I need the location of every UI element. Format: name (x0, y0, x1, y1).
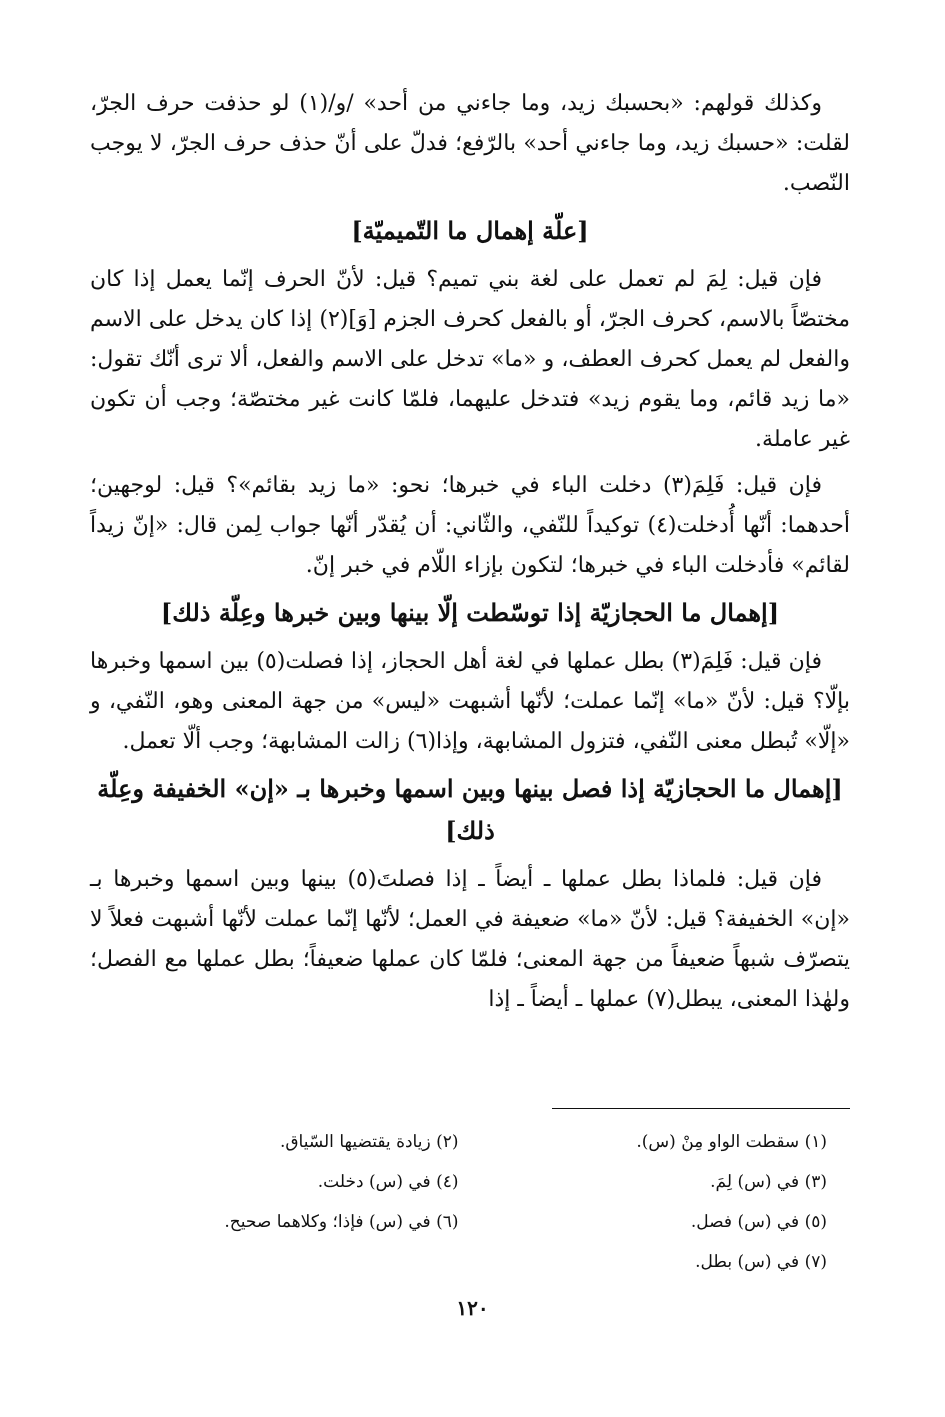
footnote-1: (١) سقطت الواو مِنْ (س). (636, 1132, 827, 1152)
section-heading-tamimi: [علّة إهمال ما التّميميّة] (351, 216, 589, 245)
footnote-4: (٤) في (س) دخلت. (317, 1172, 459, 1192)
section-heading-hijazi-illa: [إهمال ما الحجازيّة إذا توسّطت إلّا بينها وبين خبرها وعِلّة ذلك] (160, 598, 780, 627)
footnote-2: (٢) زيادة يقتضيها السّياق. (279, 1132, 459, 1152)
footnote-6: (٦) في (س) فإذا؛ وكلاهما صحيح. (224, 1212, 459, 1232)
page-number: ١٢٠ (456, 1296, 489, 1320)
footnote-5: (٥) في (س) فصل. (690, 1212, 827, 1232)
footnote-divider (552, 1108, 850, 1109)
paragraph-3: فإن قيل: فَلِمَ(٣) دخلت الباء في خبرها؛ نحو: «ما زيد بقائم»؟ قيل: لوجهين؛ أحدهما: أنّها أُدخلت(٤) توكيداً للنّفي، والثّاني: أن يُقدّر أنّها جواب لِمن قال: «إنّ زيداً لقائم» فأدخلت الباء في خبرها؛ لتكون بإزاء اللّام في خبر إنّ. (90, 473, 851, 578)
paragraph-2: فإن قيل: لِمَ لم تعمل على لغة بني تميم؟ قيل: لأنّ الحرف إنّما يعمل إذا كان مختصّاً بالاسم، كحرف الجرّ، أو بالفعل كحرف الجزم [وَ](٢) إذا كان يدخل على الاسم والفعل لم يعمل كحرف العطف، و «ما» تدخل على الاسم والفعل، ألا ترى أنّك تقول: «ما زيد قائم، وما يقوم زيد» فتدخل عليهما، فلمّا كانت غير مختصّة؛ وجب أن تكون غير عاملة. (90, 267, 850, 452)
paragraph-4: فإن قيل: فَلِمَ(٣) بطل عملها في لغة أهل الحجاز، إذا فصلت(٥) بين اسمها وخبرها بإلّا؟ قيل: لأنّ «ما» إنّما عملت؛ لأنّها أشبهت «ليس» من جهة المعنى وهو، النّفي، و «إلّا» تُبطل معنى النّفي، فتزول المشابهة، وإذا(٦) زالت المشابهة؛ وجب ألّا تعمل. (90, 649, 850, 754)
footnote-3: (٣) في (س) لِمَ. (710, 1172, 827, 1192)
footnotes (130, 1122, 827, 1282)
section-heading-hijazi-in: [إهمال ما الحجازيّة إذا فصل بينها وبين اسمها وخبرها بـ «إن» الخفيفة وعِلّة ذلك] (97, 774, 843, 845)
footnote-7: (٧) في (س) بطل. (695, 1252, 827, 1272)
paragraph-5: فإن قيل: فلماذا بطل عملها ـ أيضاً ـ إذا فصلتَ(٥) بينها وبين اسمها وخبرها بـ «إن» الخفيفة؟ قيل: لأنّ «ما» ضعيفة في العمل؛ لأنّها إنّما عملت لأنّها أشبهت فعلاً لا يتصرّف شبهاً ضعيفاً من جهة المعنى؛ فلمّا كان عملها ضعيفاً؛ بطل عملها مع الفصل؛ ولهٰذا المعنى، يبطل(٧) عملها ـ أيضاً ـ إذا (90, 867, 850, 1012)
paragraph-1: وكذلك قولهم: «بحسبك زيد، وما جاءني من أحد» /و/(١) لو حذفت حرف الجرّ، لقلت: «حسبك زيد، وما جاءني أحد» بالرّفع؛ فدلّ على أنّ حذف حرف الجرّ، لا يوجب النّصب. (90, 91, 850, 196)
